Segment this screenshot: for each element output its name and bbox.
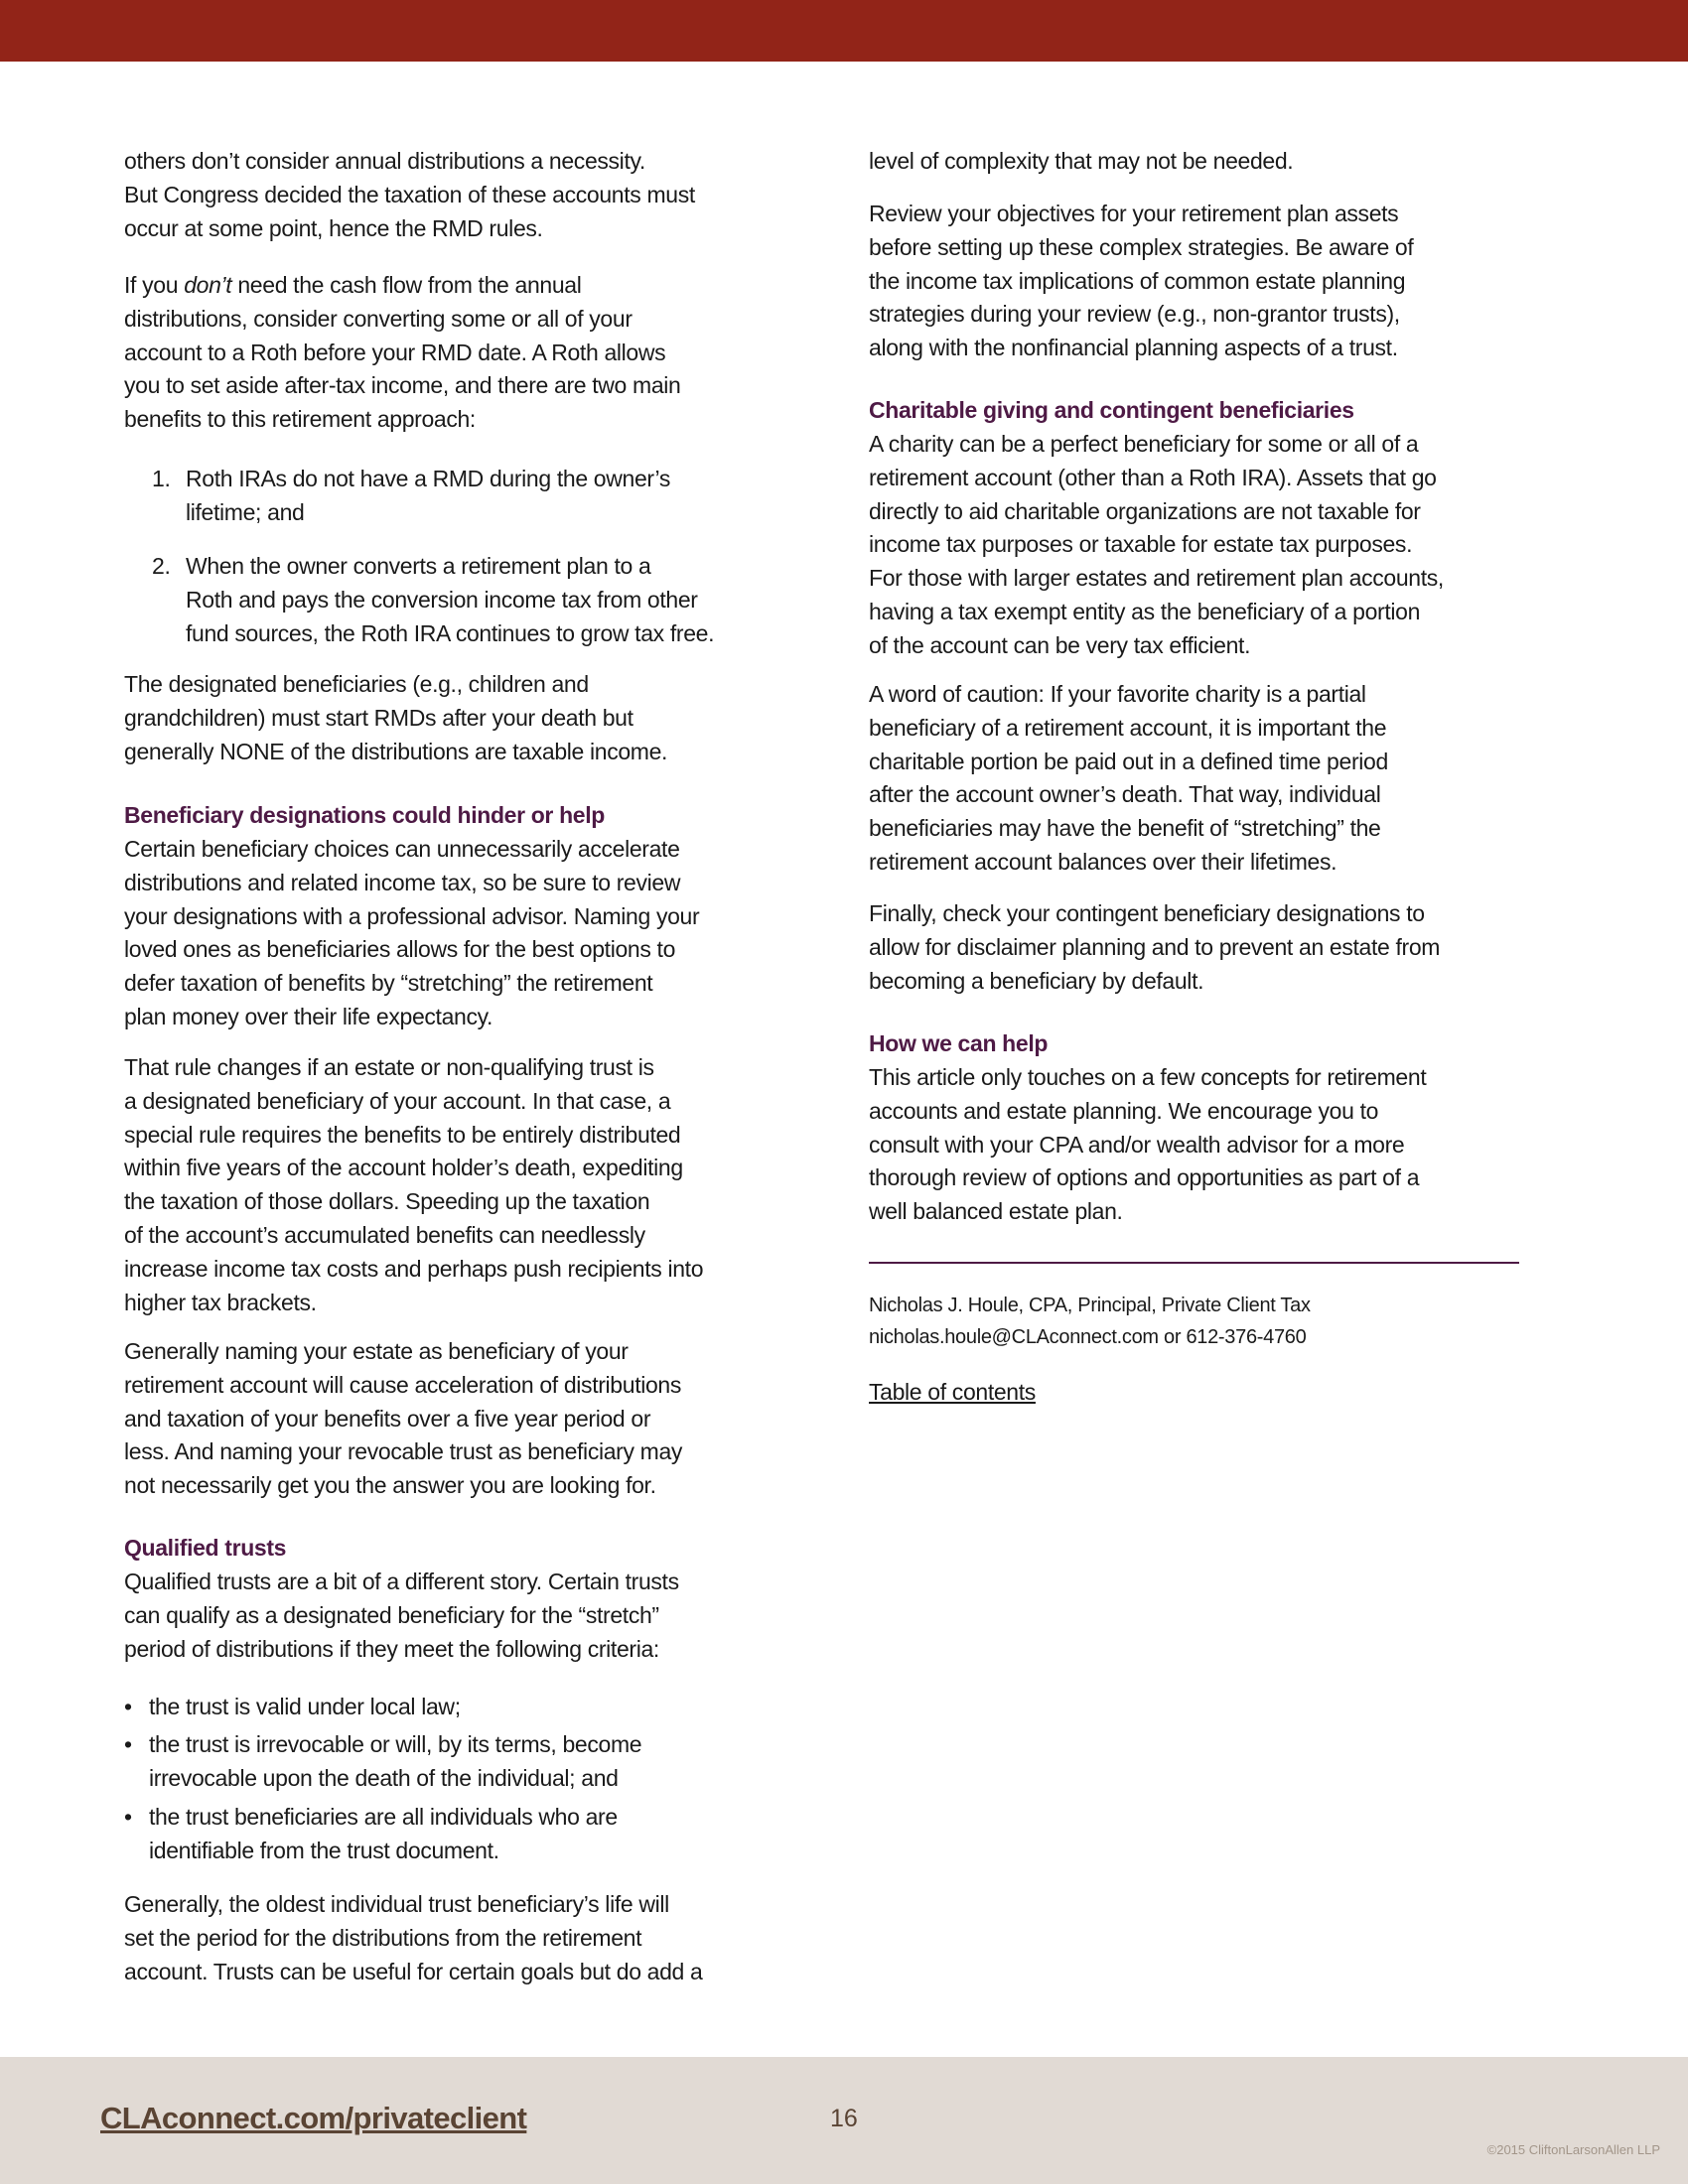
copyright: ©2015 CliftonLarsonAllen LLP	[1486, 2142, 1660, 2157]
bullet-icon: •	[124, 1804, 132, 1830]
emphasis: don’t	[184, 272, 232, 298]
section-heading: Qualified trusts	[124, 1535, 287, 1561]
paragraph: A charity can be a perfect beneficiary for some or all of a retirement account (other than a Roth IRA). Assets that go directly to aid charitable organizations are not taxable for income tax purposes or taxable for estate tax purposes. For those with larger estates and retirement plan accounts, having a tax exempt entity as the beneficiary of a portion of the account can be very tax efficient.	[869, 431, 1444, 658]
paragraph: others don’t consider annual distributions a necessity. But Congress decided the taxation of these accounts must occur at some point, hence the RMD rules.	[124, 148, 695, 241]
section-heading: Beneficiary designations could hinder or help	[124, 802, 605, 828]
list-item: When the owner converts a retirement plan to a Roth and pays the conversion income tax from other fund sources, the Roth IRA continues to grow tax free.	[186, 553, 715, 646]
paragraph: That rule changes if an estate or non-qualifying trust is a designated beneficiary of your account. In that case, a special rule requires the benefits to be entirely distributed within five years of the account holder’s death, expediting the taxation of those dollars. Speeding up the taxation of the account’s accumulated benefits can needlessly increase income tax costs and perhaps push recipients into higher tax brackets.	[124, 1054, 704, 1315]
paragraph	[124, 269, 680, 437]
divider	[869, 1262, 1519, 1264]
text: need the cash flow from the annual distributions, consider converting some or all of your account to a Roth before your RMD date. A Roth allows you to set aside after-tax income, and there are two main benefits to this retirement approach:	[124, 272, 681, 433]
bullet-icon: •	[124, 1731, 132, 1757]
bullet-item: the trust is valid under local law;	[149, 1694, 461, 1719]
paragraph: level of complexity that may not be needed.	[869, 148, 1294, 174]
table-of-contents-link[interactable]: Table of contents	[869, 1379, 1036, 1405]
header-bar	[0, 0, 1688, 62]
author-contact[interactable]: nicholas.houle@CLAconnect.com or 612-376-4760	[869, 1326, 1307, 1348]
website-link[interactable]: CLAconnect.com/privateclient	[100, 2101, 527, 2135]
list-item: Roth IRAs do not have a RMD during the owner’s lifetime; and	[186, 466, 671, 525]
paragraph: This article only touches on a few concepts for retirement accounts and estate planning. We encourage you to consult with your CPA and/or wealth advisor for a more thorough review of options and opportunities as part of a well balanced estate plan.	[869, 1064, 1427, 1225]
text: If you	[124, 272, 185, 298]
section-heading: Charitable giving and contingent beneficiaries	[869, 397, 1354, 423]
section-heading: How we can help	[869, 1030, 1049, 1056]
paragraph: Generally, the oldest individual trust beneficiary’s life will set the period for the distributions from the retirement account. Trusts can be useful for certain goals but do add a	[124, 1891, 703, 1984]
paragraph: Certain beneficiary choices can unnecessarily accelerate distributions and related income tax, so be sure to review your designations with a professional advisor. Naming your loved ones as beneficiaries allows for the best options to defer taxation of benefits by “stretching” the retirement plan money over their life expectancy.	[124, 836, 700, 1029]
list-number: 1.	[152, 466, 171, 491]
paragraph: Finally, check your contingent beneficiary designations to allow for disclaimer planning and to prevent an estate from becoming a beneficiary by default.	[869, 900, 1441, 994]
page-number: 16	[830, 2105, 858, 2132]
bullet-item: the trust is irrevocable or will, by its terms, become irrevocable upon the death of the individual; and	[149, 1731, 642, 1791]
paragraph: Review your objectives for your retirement plan assets before setting up these complex strategies. Be aware of the income tax implications of common estate planning strategies during your review (e.g., non-grantor trusts), along with the nonfinancial planning aspects of a trust.	[869, 201, 1414, 361]
bullet-item: the trust beneficiaries are all individuals who are identifiable from the trust document.	[149, 1804, 618, 1863]
bullet-icon: •	[124, 1694, 132, 1719]
author-line: Nicholas J. Houle, CPA, Principal, Private Client Tax	[869, 1295, 1311, 1316]
list-number: 2.	[152, 553, 171, 579]
footer	[0, 2057, 1688, 2184]
paragraph: A word of caution: If your favorite charity is a partial beneficiary of a retirement account, it is important the charitable portion be paid out in a defined time period after the account owner’s death. That way, individual beneficiaries may have the benefit of “stretching” the retirement account balances over their lifetimes.	[869, 681, 1388, 875]
paragraph: The designated beneficiaries (e.g., children and grandchildren) must start RMDs after your death but generally NONE of the distributions are taxable income.	[124, 671, 668, 764]
paragraph: Generally naming your estate as beneficiary of your retirement account will cause acceleration of distributions and taxation of your benefits over a five year period or less. And naming your revocable trust as beneficiary may not necessarily get you the answer you are looking for.	[124, 1338, 683, 1499]
paragraph: Qualified trusts are a bit of a different story. Certain trusts can qualify as a designated beneficiary for the “stretch” period of distributions if they meet the following criteria:	[124, 1569, 679, 1662]
